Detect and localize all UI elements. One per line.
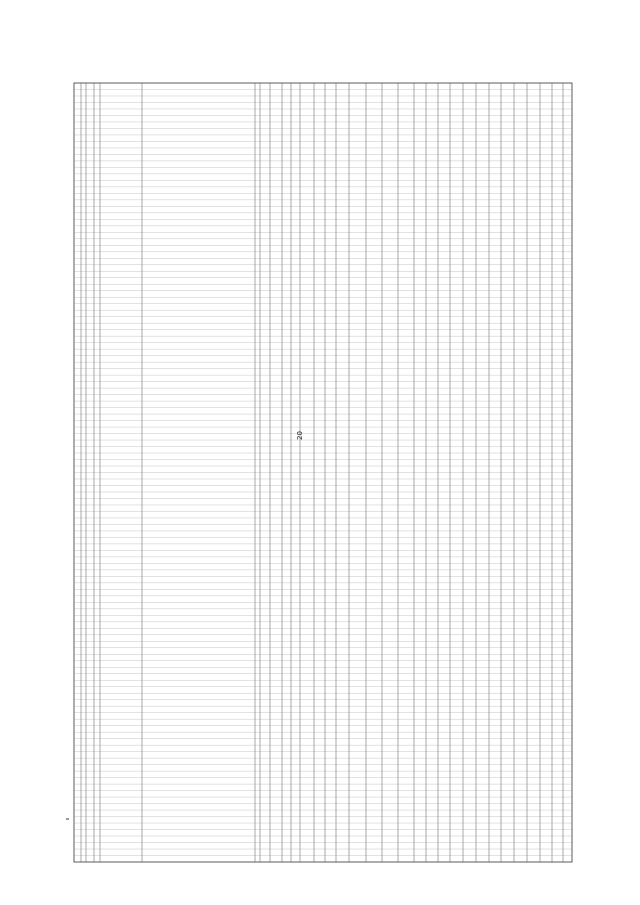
page-number: 20: [296, 431, 304, 440]
scan-speck: [66, 818, 69, 820]
